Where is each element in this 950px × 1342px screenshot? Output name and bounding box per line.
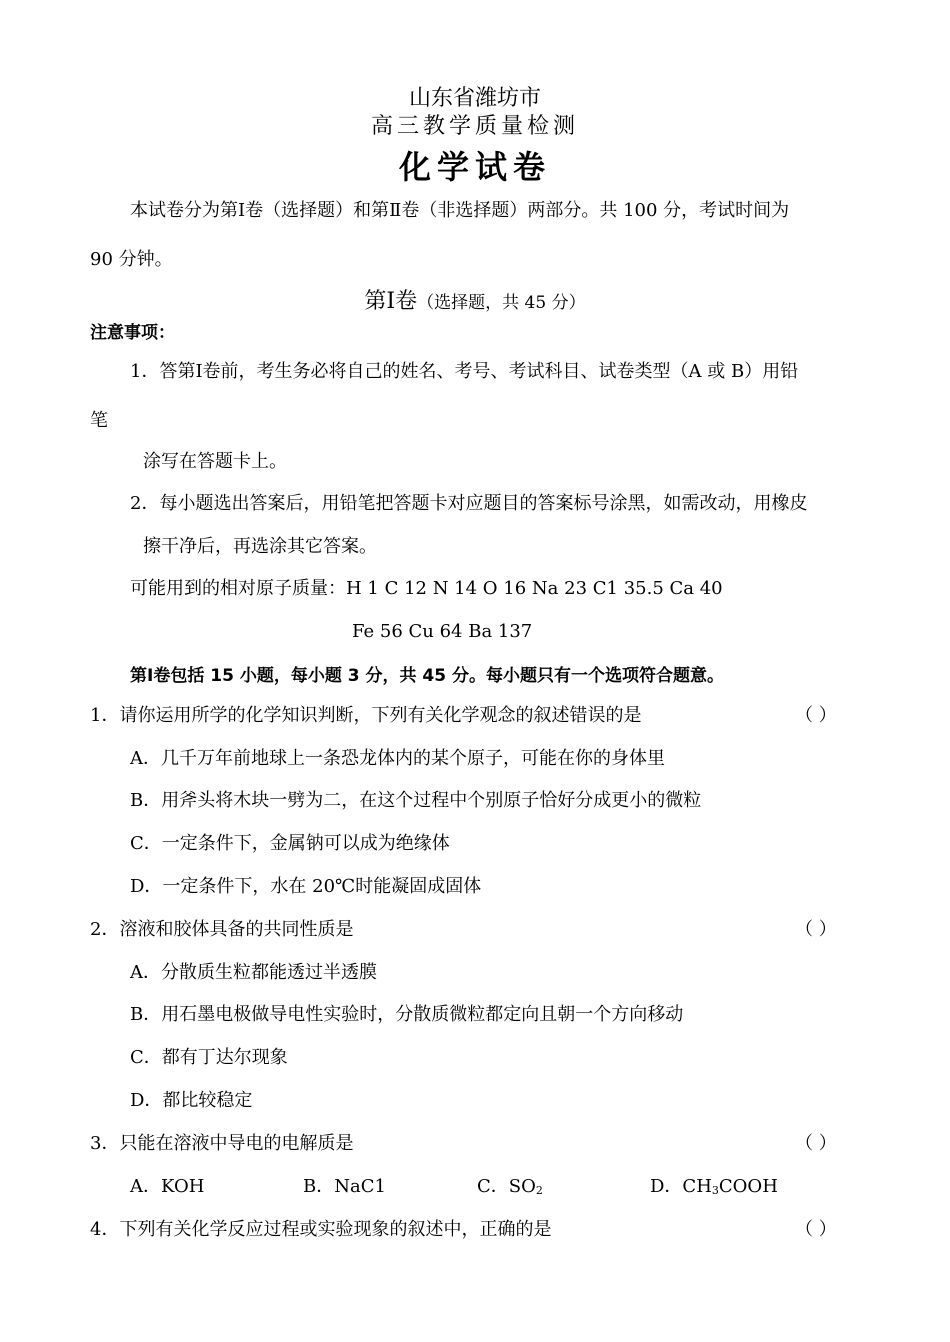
question-stem: 2．溶液和胶体具备的共同性质是 [90,919,354,940]
option-d [650,1176,778,1198]
option-d-suffix: COOH [718,1176,778,1197]
region-title: 山东省潍坊市 [408,86,541,111]
option-c-text: C．SO [477,1176,536,1197]
section-title: 第Ⅰ卷 [364,289,418,314]
answer-blank[interactable]: （ ） [795,1133,837,1154]
section-heading [0,291,950,314]
option-a: A．几千万年前地球上一条恐龙体内的某个原子，可能在你的身体里 [130,748,665,769]
notes-heading: 注意事项： [90,323,175,343]
option-c: C．一定条件下，金属钠可以成为绝缘体 [130,833,450,854]
option-a: A．KOH [130,1176,205,1197]
option-a: A．分散质生粒都能透过半透膜 [130,962,377,983]
answer-blank[interactable]: （ ） [795,1219,837,1240]
option-b: B．用斧头将木块一劈为二，在这个过程中个别原子恰好分成更小的微粒 [130,790,702,811]
note-1-line-3: 涂写在答题卡上。 [143,451,287,472]
option-d: D．一定条件下，水在 20℃时能凝固成固体 [130,876,482,897]
intro-line-2: 90 分钟。 [90,249,173,270]
question-stem: 1．请你运用所学的化学知识判断，下列有关化学观念的叙述错误的是 [90,705,642,726]
answer-blank[interactable]: （ ） [795,705,837,726]
option-c: C．都有丁达尔现象 [130,1047,288,1068]
option-c-subscript: 2 [535,1184,543,1197]
option-b: B．NaC1 [303,1176,386,1197]
intro-line-1: 本试卷分为第Ⅰ卷（选择题）和第Ⅱ卷（非选择题）两部分。共 100 分，考试时间为 [130,200,790,221]
atomic-masses-line-1: 可能用到的相对原子质量：H 1 C 12 N 14 O 16 Na 23 C1 35.5 Ca 40 [130,578,723,599]
option-d: D．都比较稳定 [130,1090,253,1111]
question-stem: 3．只能在溶液中导电的电解质是 [90,1133,354,1154]
page-title: 化学试卷 [398,148,551,186]
option-d-text: D．CH [650,1176,712,1197]
section-instruction: 第Ⅰ卷包括 15 小题，每小题 3 分，共 45 分。每小题只有一个选项符合题意。 [130,666,724,686]
atomic-masses-line-2: Fe 56 Cu 64 Ba 137 [352,621,533,642]
section-subtitle: （选择题，共 45 分） [417,293,586,313]
question-stem: 4．下列有关化学反应过程或实验现象的叙述中，正确的是 [90,1219,552,1240]
option-c [477,1176,543,1198]
note-2-line-2: 擦干净后，再选涂其它答案。 [143,536,377,557]
note-1-line-2: 笔 [90,410,108,431]
answer-blank[interactable]: （ ） [795,919,837,940]
note-2-line-1: 2．每小题选出答案后，用铅笔把答题卡对应题目的答案标号涂黑，如需改动，用橡皮 [130,493,808,514]
option-b: B．用石墨电极做导电性实验时，分散质微粒都定向且朝一个方向移动 [130,1004,684,1025]
note-1-line-1: 1．答第Ⅰ卷前，考生务必将自己的姓名、考号、考试科目、试卷类型（A 或 B）用铅 [130,361,799,382]
option-d-subscript: 3 [711,1184,719,1197]
exam-name: 高三教学质量检测 [370,114,579,139]
